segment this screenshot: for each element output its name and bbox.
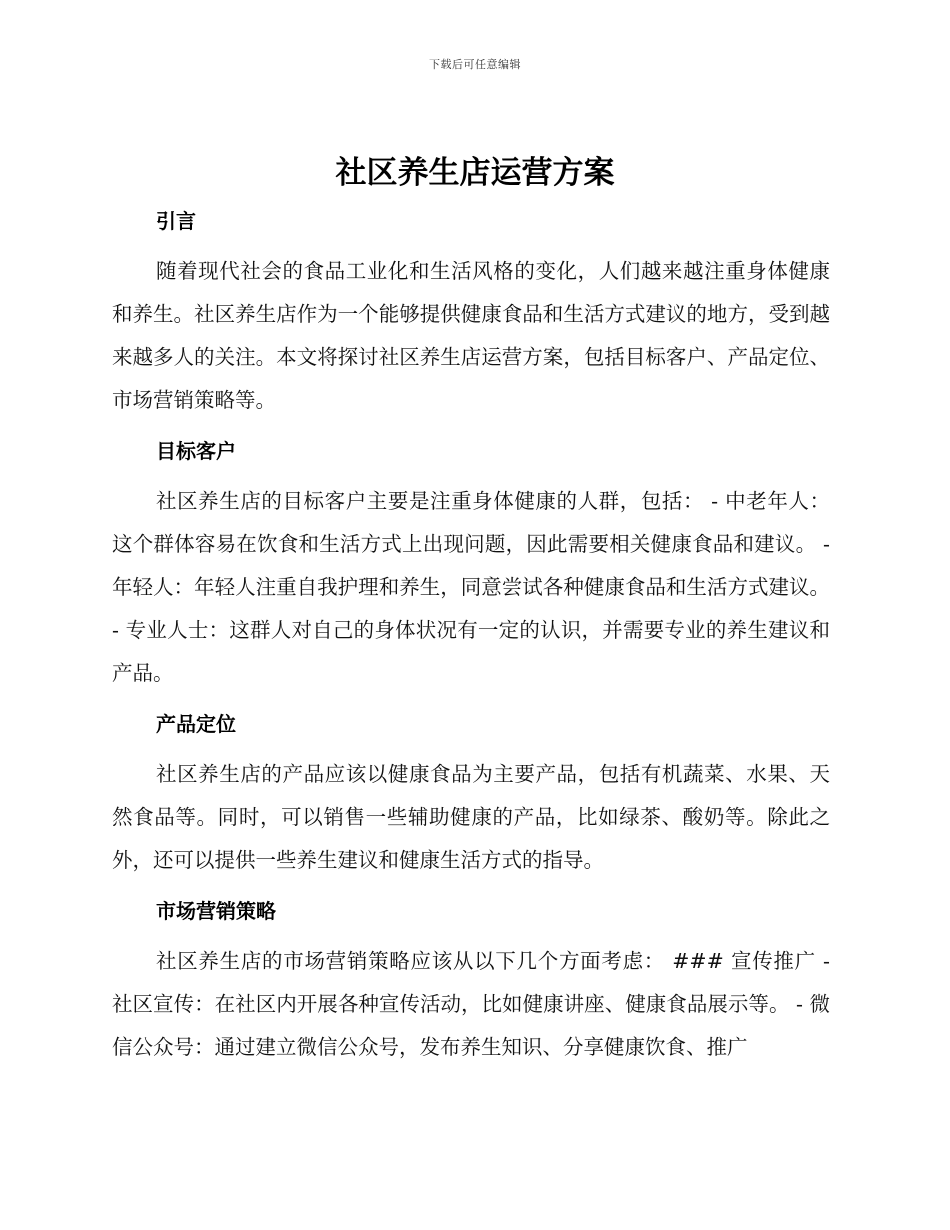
section-heading: 引言 [156,209,196,233]
section-paragraph: 社区养生店的目标客户主要是注重身体健康的人群，包括： - 中老年人：这个群体容易在饮食和生活方式上出现问题，因此需要相关健康食品和建议。 - 年轻人：年轻人注重自我护理和养生，同意尝试各种健康食品和生活方式建议。 - 专业人士：这群人对自己的身体状况有一定的认识，并需要专业的养生建议和产品。 [112,489,830,685]
header-note: 下载后可任意编辑 [429,58,521,71]
section-paragraph: 随着现代社会的食品工业化和生活风格的变化，人们越来越注重身体健康和养生。社区养生店作为一个能够提供健康食品和生活方式建议的地方，受到越来越多人的关注。本文将探讨社区养生店运营方案，包括目标客户、产品定位、市场营销策略等。 [112,259,830,412]
section-target-customers [112,430,830,703]
section-paragraph: 社区养生店的产品应该以健康食品为主要产品，包括有机蔬菜、水果、天然食品等。同时，可以销售一些辅助健康的产品，比如绿茶、酸奶等。除此之外，还可以提供一些养生建议和健康生活方式的指导。 [112,762,830,872]
section-heading: 市场营销策略 [156,899,276,923]
section-marketing-strategy [112,890,830,1069]
section-product-positioning [112,703,830,890]
document-body [112,200,830,1069]
section-heading: 产品定位 [156,712,236,736]
document-title: 社区养生店运营方案 [335,155,615,191]
section-heading: 目标客户 [156,439,236,463]
section-introduction [112,200,830,430]
section-paragraph: 社区养生店的市场营销策略应该从以下几个方面考虑： ### 宣传推广 - 社区宣传：在社区内开展各种宣传活动，比如健康讲座、健康食品展示等。 - 微信公众号：通过建立微信公众号，发布养生知识、分享健康饮食、推广 [112,949,830,1059]
